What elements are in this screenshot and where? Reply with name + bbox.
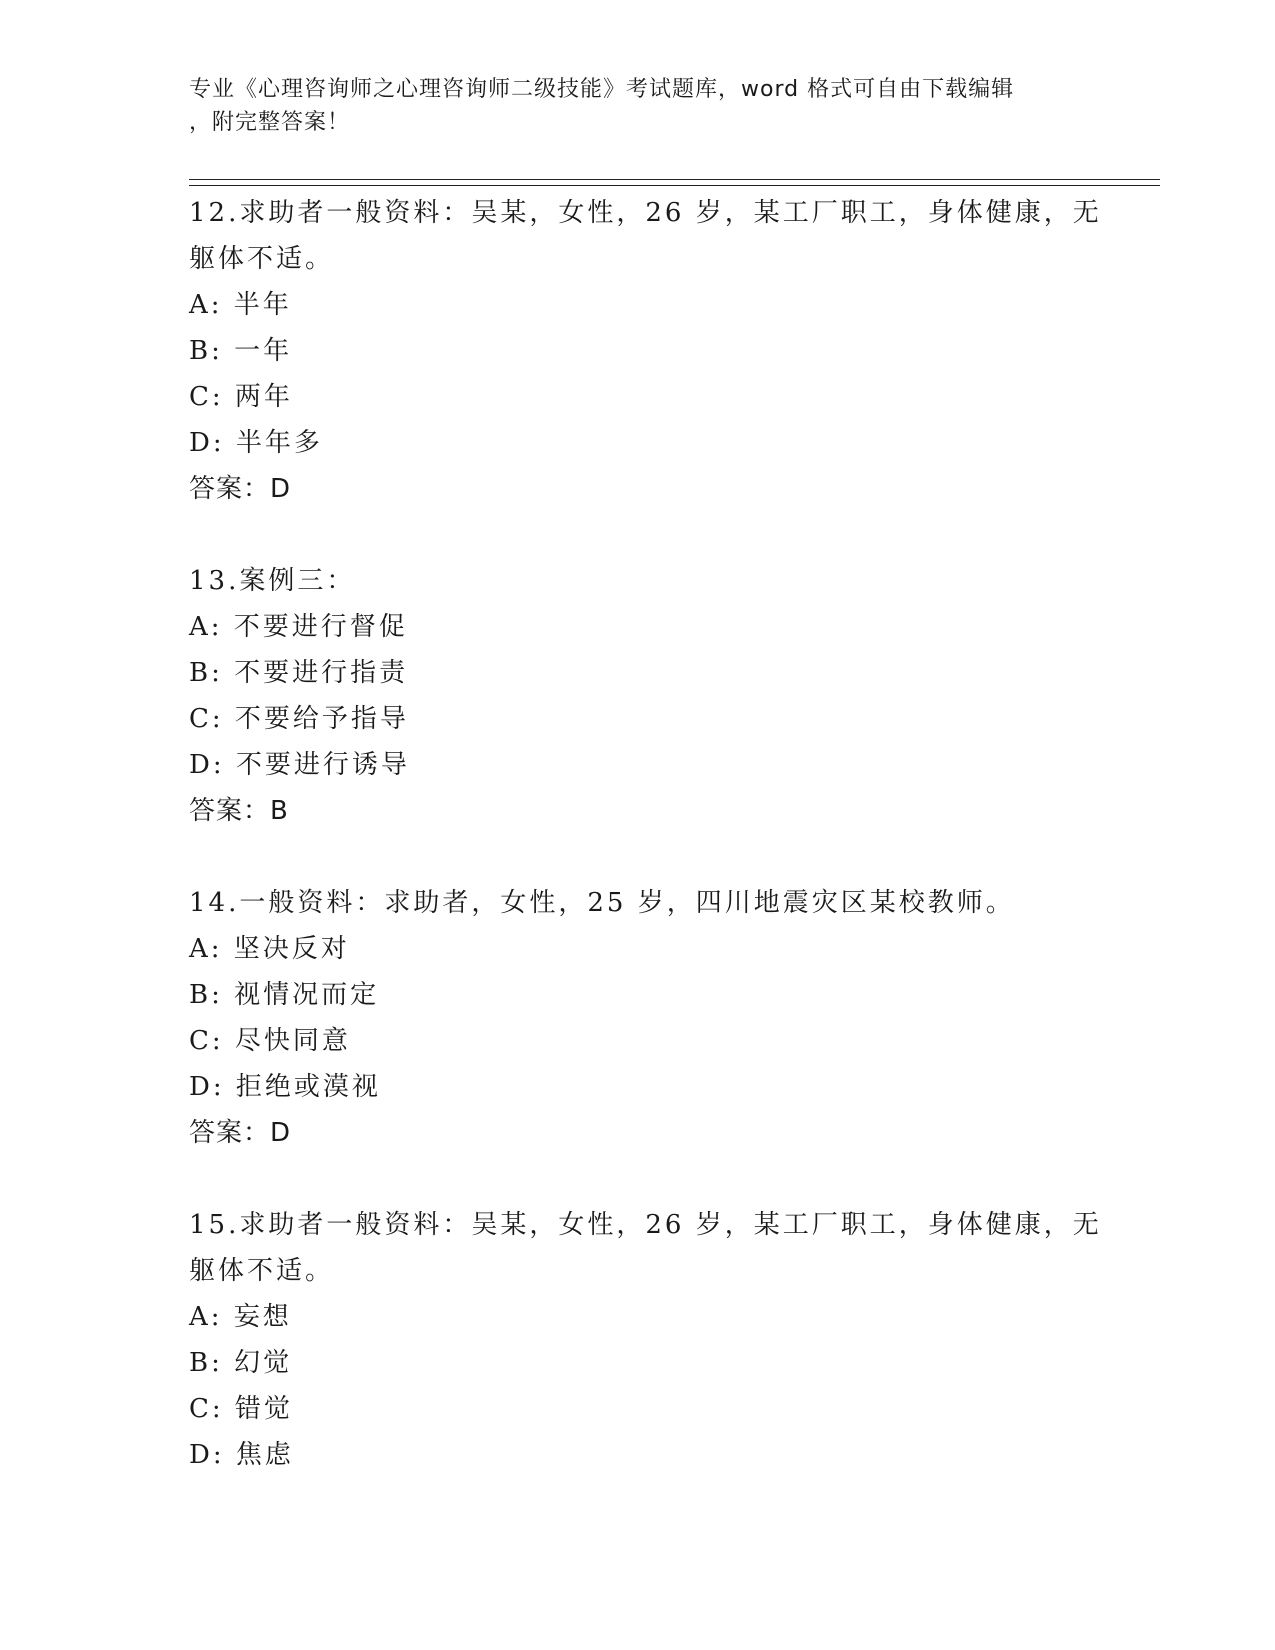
question-stem-continued: 躯体不适。 [189, 244, 335, 274]
header-divider-top [189, 179, 1160, 180]
answer: 答案：D [189, 1118, 292, 1148]
answer: 答案：B [189, 796, 289, 826]
option-a: A: 妄想 [189, 1302, 292, 1332]
header-divider-bottom [189, 185, 1160, 186]
question-list [189, 190, 1102, 1478]
question-12 [189, 190, 1102, 512]
header-line-1: 专业《心理咨询师之心理咨询师二级技能》考试题库，word 格式可自由下载编辑 [189, 77, 1015, 102]
spacer [189, 1156, 1089, 1202]
question-stem-continued: 躯体不适。 [189, 1256, 335, 1286]
option-a: A: 坚决反对 [189, 934, 350, 964]
option-d: D: 不要进行诱导 [189, 750, 410, 780]
spacer [189, 512, 1089, 558]
question-stem: 13.案例三： [189, 566, 356, 596]
option-c: C: 不要给予指导 [189, 704, 409, 734]
question-stem: 12.求助者一般资料：吴某，女性，26 岁，某工厂职工，身体健康，无 [189, 198, 1102, 228]
question-stem: 15.求助者一般资料：吴某，女性，26 岁，某工厂职工，身体健康，无 [189, 1210, 1102, 1240]
option-b: B: 不要进行指责 [189, 658, 409, 688]
option-c: C: 尽快同意 [189, 1026, 351, 1056]
header-line-2: ，附完整答案！ [189, 110, 351, 135]
option-c: C: 两年 [189, 382, 293, 412]
spacer [189, 834, 1089, 880]
document-header [189, 73, 1089, 139]
option-a: A: 不要进行督促 [189, 612, 408, 642]
option-d: D: 半年多 [189, 428, 323, 458]
question-15 [189, 1202, 1102, 1478]
option-c: C: 错觉 [189, 1394, 293, 1424]
option-d: D: 拒绝或漠视 [189, 1072, 381, 1102]
option-a: A: 半年 [189, 290, 292, 320]
option-b: B: 一年 [189, 336, 293, 366]
question-13 [189, 558, 1089, 834]
answer: 答案：D [189, 474, 292, 504]
option-b: B: 幻觉 [189, 1348, 293, 1378]
option-b: B: 视情况而定 [189, 980, 380, 1010]
question-14 [189, 880, 1089, 1156]
option-d: D: 焦虑 [189, 1440, 294, 1470]
question-stem: 14.一般资料：求助者，女性，25 岁，四川地震灾区某校教师。 [189, 888, 1015, 918]
